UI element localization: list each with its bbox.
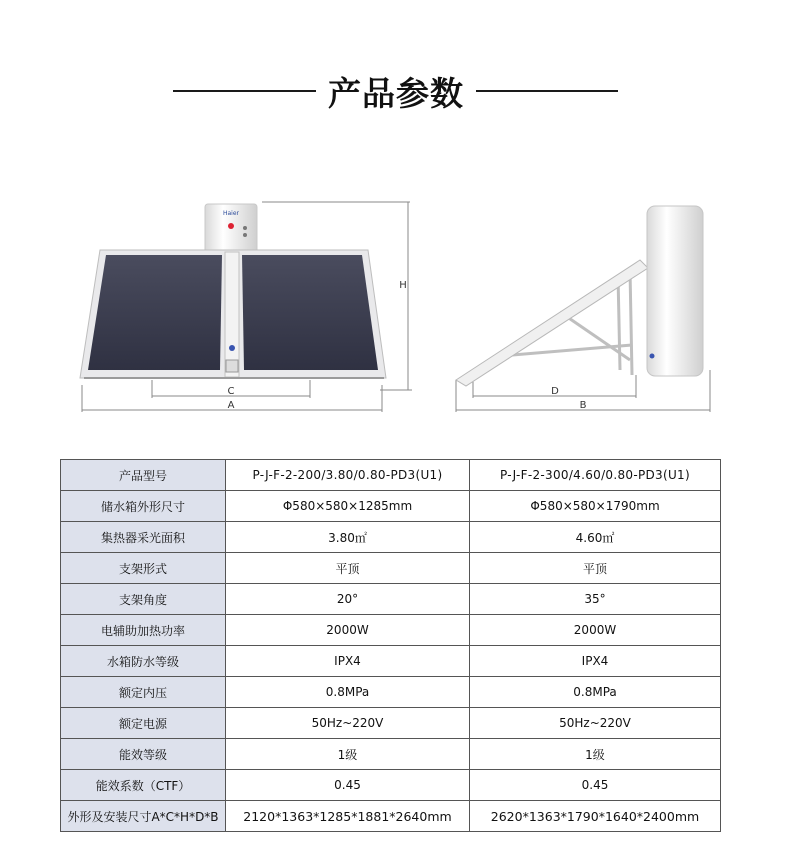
table-row xyxy=(61,522,721,553)
row-label: 额定电源 xyxy=(61,708,226,739)
row-value: 0.45 xyxy=(470,770,721,801)
row-value: 平顶 xyxy=(470,553,721,584)
row-value: 4.60㎡ xyxy=(470,522,721,553)
collector-panel-left xyxy=(88,255,222,370)
table-row xyxy=(61,708,721,739)
row-value: 2000W xyxy=(226,615,470,646)
tank-valve-icon xyxy=(650,354,655,359)
label-h: H xyxy=(399,280,407,291)
row-value: IPX4 xyxy=(470,646,721,677)
table-row-model xyxy=(61,460,721,491)
row-label: 集热器采光面积 xyxy=(61,522,226,553)
section-title xyxy=(0,66,790,116)
row-label: 产品型号 xyxy=(61,460,226,491)
row-value: Φ580×580×1790mm xyxy=(470,491,721,522)
row-value: 0.45 xyxy=(226,770,470,801)
row-label: 能效系数（CTF） xyxy=(61,770,226,801)
pipe-joint xyxy=(226,360,238,372)
row-label: 储水箱外形尺寸 xyxy=(61,491,226,522)
row-value: 2120*1363*1285*1881*2640mm xyxy=(226,801,470,832)
table-row xyxy=(61,584,721,615)
row-value: 3.80㎡ xyxy=(226,522,470,553)
row-label: 水箱防水等级 xyxy=(61,646,226,677)
row-value: 1级 xyxy=(470,739,721,770)
row-label: 支架形式 xyxy=(61,553,226,584)
row-value: 20° xyxy=(226,584,470,615)
spec-table xyxy=(60,459,721,832)
row-value: 0.8MPa xyxy=(470,677,721,708)
row-value: 1级 xyxy=(226,739,470,770)
center-pipe xyxy=(225,252,239,377)
table-row xyxy=(61,677,721,708)
row-label: 支架角度 xyxy=(61,584,226,615)
row-value: 0.8MPa xyxy=(226,677,470,708)
table-row xyxy=(61,801,721,832)
table-row xyxy=(61,491,721,522)
row-label: 额定内压 xyxy=(61,677,226,708)
label-c: C xyxy=(227,386,235,397)
row-value: 50Hz~220V xyxy=(226,708,470,739)
collector-panel-right xyxy=(242,255,378,370)
table-row xyxy=(61,553,721,584)
row-label: 能效等级 xyxy=(61,739,226,770)
side-view xyxy=(456,206,710,412)
title-rule-left xyxy=(173,90,316,92)
row-value: IPX4 xyxy=(226,646,470,677)
product-dimension-figure xyxy=(0,180,790,430)
model-name-1: P-J-F-2-200/3.80/0.80-PD3(U1) xyxy=(226,460,470,491)
side-water-tank xyxy=(647,206,703,376)
label-a: A xyxy=(227,400,235,411)
front-view xyxy=(80,202,412,412)
row-value: 2000W xyxy=(470,615,721,646)
table-row xyxy=(61,770,721,801)
row-value: 50Hz~220V xyxy=(470,708,721,739)
row-value: 2620*1363*1790*1640*2400mm xyxy=(470,801,721,832)
row-label: 外形及安装尺寸A*C*H*D*B xyxy=(61,801,226,832)
row-label: 电辅助加热功率 xyxy=(61,615,226,646)
label-b: B xyxy=(579,400,587,411)
brand-logo: Haier xyxy=(222,210,240,217)
tank-fitting-icon xyxy=(243,226,247,230)
model-name-2: P-J-F-2-300/4.60/0.80-PD3(U1) xyxy=(470,460,721,491)
table-row xyxy=(61,646,721,677)
table-row xyxy=(61,615,721,646)
row-value: 35° xyxy=(470,584,721,615)
table-row xyxy=(61,739,721,770)
pipe-valve-icon xyxy=(229,345,235,351)
dimension-drawing xyxy=(0,180,790,430)
page-title: 产品参数 xyxy=(328,74,464,113)
label-d: D xyxy=(551,386,559,397)
tank-fitting-icon-2 xyxy=(243,233,247,237)
row-value: 平顶 xyxy=(226,553,470,584)
title-rule-right xyxy=(476,90,618,92)
tank-indicator-icon xyxy=(228,223,234,229)
row-value: Φ580×580×1285mm xyxy=(226,491,470,522)
